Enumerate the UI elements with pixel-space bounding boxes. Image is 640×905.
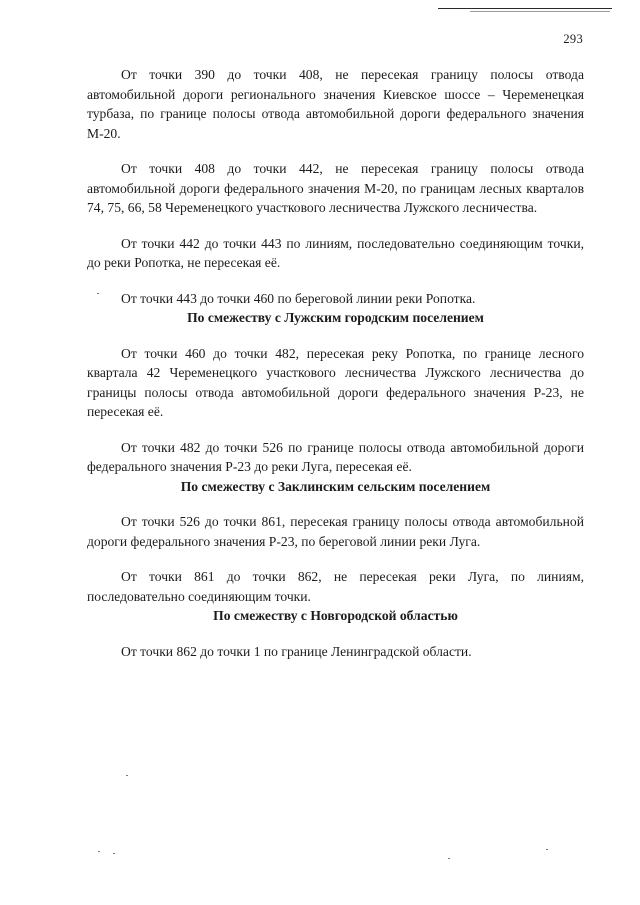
section-heading: По смежеству с Новгородской областью — [213, 608, 458, 623]
scan-speck — [97, 293, 99, 294]
paragraph: От точки 526 до точки 861, пересекая границу полосы отвода автомобильной дороги федерального значения Р-23, по береговой линии реки Луга. — [87, 514, 584, 549]
paragraph: От точки 443 до точки 460 по береговой линии реки Ропотка. — [121, 290, 476, 306]
header-rule — [438, 8, 612, 9]
paragraph: От точки 408 до точки 442, не пересекая границу полосы отвода автомобильной дороги федерального значения М-20, по границам лесных кварталов 74, 75, 66, 58 Череменецкого участкового лесничества Лужского лесничества. — [87, 161, 584, 215]
paragraph: От точки 482 до точки 526 по границе полосы отвода автомобильной дороги федерального значения Р-23 до реки Луга, пересекая её. — [87, 439, 584, 474]
paragraph: От точки 861 до точки 862, не пересекая реки Луга, по линиям, последовательно соединяющим точки. — [87, 569, 584, 604]
section-heading: По смежеству с Лужским городским поселением — [187, 310, 484, 325]
page-number: 293 — [563, 32, 583, 46]
scan-speck — [126, 775, 128, 776]
scan-speck — [546, 849, 548, 850]
scan-speck — [448, 858, 450, 859]
paragraph: От точки 390 до точки 408, не пересекая границу полосы отвода автомобильной дороги регионального значения Киевское шоссе – Череменецкая турбаза, по границе полосы отвода автомобильной дороги федерального значения М-20. — [87, 67, 584, 141]
scan-speck — [113, 853, 115, 854]
paragraph: От точки 460 до точки 482, пересекая реку Ропотка, по границе лесного квартала 42 Череменецкого участкового лесничества Лужского лесничества до границы полосы отвода автомобильной дороги федерального значения Р-23, не пересекая её. — [87, 345, 584, 419]
document-body — [87, 65, 584, 661]
paragraph: От точки 862 до точки 1 по границе Ленинградской области. — [121, 643, 472, 659]
scan-speck — [98, 851, 100, 852]
section-heading: По смежеству с Заклинским сельским поселением — [180, 478, 491, 494]
paragraph: От точки 442 до точки 443 по линиям, последовательно соединяющим точки, до реки Ропотка, не пересекая её. — [87, 235, 584, 270]
header-rule-thin — [470, 11, 610, 12]
